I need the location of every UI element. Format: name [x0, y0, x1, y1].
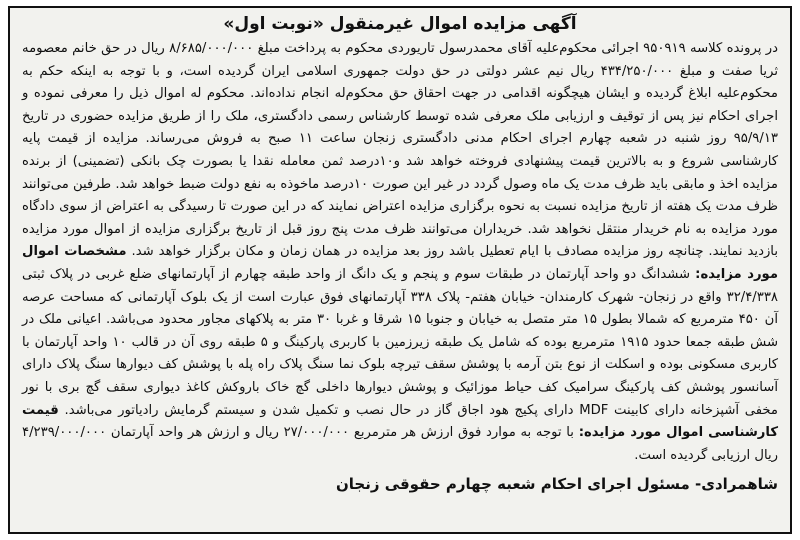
auction-notice [8, 6, 792, 534]
appraisal-price-label: قیمت کارشناسی اموال مورد مزایده: [22, 402, 779, 441]
signature-line: شاهمرادی- مسئول اجرای احکام شعبه چهارم حقوقی زنجان [335, 475, 778, 494]
notice-intro-paragraph: در پرونده کلاسه ۹۵۰۹۱۹ اجرائی محکوم‌علیه آقای محمدرسول تاریوردی محکوم به پرداخت مبلغ ۸/۶۸۵/۰۰۰/۰۰۰ ریال در حق خانم معصومه ثریا صفت و مبلغ ۴۳۴/۲۵۰/۰۰۰ ریال نیم عشر دولتی در حق دولت جمهوری اسلامی ایران گردیده است، و با توجه به اینکه حکم به محکوم‌علیه ابلاغ گردیده و ایشان هیچگونه اقدامی در جهت احقاق حق محکوم‌له انجام نداده‌اند. محکوم له اموال ذیل را معرفی نموده و اجرای احکام نیز پس از توقیف و ارزیابی ملک معرفی شده توسط کارشناس رسمی دادگستری، ملک را از طریق مزایده حضوری در تاریخ ۹۵/۹/۱۳ روز شنبه در شعبه چهارم اجرای احکام مدنی دادگستری زنجان ساعت ۱۱ صبح به فروش می‌رساند. مزایده از قیمت پایه کارشناسی شروع و به بالاترین قیمت پیشنهادی فروخته خواهد شد و۱۰درصد ثمن معامله نقدا یا بصورت چک بانکی (تضمینی) از برنده مزایده اخذ و مابقی باید ظرف مدت یک ماه وصول گردد در غیر این صورت ۱۰درصد ماخوذه به نفع دولت ضبط خواهد شد. طرفین می‌توانند ظرف مدت یک هفته از تاریخ مزایده نسبت به نحوه برگزاری مزایده اعتراض نمایند که در این صورت تا رسیدگی به اعتراض از سوی دادگاه مورد مزایده به نام خریدار منتقل نخواهد شد. خریداران می‌توانند ظرف مدت پنج روز قبل از تاریخ برگزاری مزایده از اموال مورد مزایده بازدید نمایند. چنانچه روز مزایده مصادف با ایام تعطیل باشد روز بعد مزایده در همان زمان و مکان برگزار خواهد شد. [22, 41, 778, 260]
property-specs-text: ششدانگ دو واحد آپارتمان در طبقات سوم و پنجم و یک دانگ از واحد طبقه چهارم از آپارتمانهای ضلع غربی در پلاک ثبتی ۳۲/۴/۳۳۸ واقع در زنجان- شهرک کارمندان- خیابان هفتم- پلاک ۳۳۸ آپارتمانهای فوق عبارت است از یک بلوک آپارتمانی که مساحت عرصه آن ۴۵۰ مترمربع که شمالا بطول ۱۵ متر متصل به خیابان و جنوبا ۱۵ شرقا و غربا ۳۰ متر به پلاکهای مجاور محدود می‌باشد. اعیانی ملک در شش طبقه جمعا حدود ۱۹۱۵ مترمربع بوده که شامل یک طبقه زیرزمین با کاربری پارکینگ و ۵ طبقه روی آن در قالب ۱۰ واحد آپارتمان با کاربری مسکونی بوده و اسکلت از نوع بتن آرمه با پوشش سقف تیرچه بلوک نما سنگ پلاک راه پله با پوشش کف دیوارها سنگ پلاک دارای آسانسور پوشش کف پارکینگ سرامیک کف حیاط موزائیک و پوشش دیوارها داخلی گچ خاک باروکش کاغذ دیواری سقف گچ بری با نور مخفی آشپزخانه دارای کابینت MDF دارای پکیج هود اجاق گاز در حال نصب و تکمیل شدن و سیستم گرمایش رادیاتور می‌باشد. [22, 266, 779, 418]
property-specs-label: مشخصات اموال مورد مزایده: [22, 244, 778, 282]
notice-title: آگهی مزایده اموال غیرمنقول «نوبت اول» [223, 14, 577, 34]
appraisal-price-text: با توجه به موارد فوق ارزش هر مترمربع ۲۷/۰۰۰/۰۰۰ ریال و ارزش هر واحد آپارتمان ۴/۲۳۹/۰۰۰/۰۰۰ ریال ارزیابی گردیده است. [22, 425, 778, 463]
notice-body [22, 38, 778, 467]
